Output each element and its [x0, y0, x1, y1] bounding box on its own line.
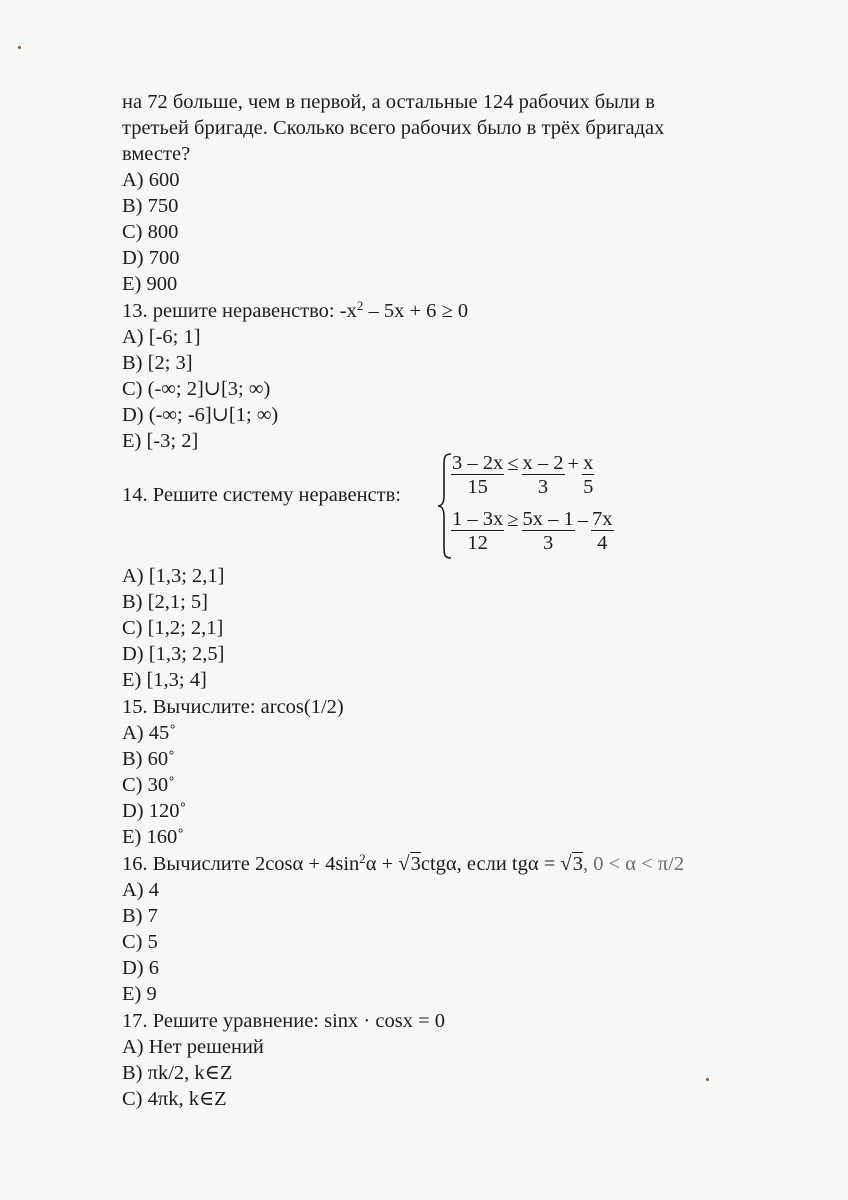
fraction-numerator: 7x: [592, 508, 613, 530]
question-13-title: [122, 298, 468, 324]
system-row-1: [451, 452, 594, 499]
system-row-2: [451, 508, 614, 555]
sqrt-symbol: √: [398, 853, 410, 875]
fraction-numerator: 1 – 3x: [452, 508, 504, 530]
question-13-option-a: A) [-6; 1]: [122, 326, 201, 348]
question-16-option-a: A) 4: [122, 879, 160, 901]
question-16-title: [122, 851, 684, 877]
question-14-title: 14. Решите систему неравенств:: [122, 484, 401, 506]
scan-speck: [18, 46, 21, 49]
operator: –: [577, 508, 589, 531]
question-16-part-2: α +: [365, 853, 399, 875]
question-13-option-c: C) (-∞; 2]∪[3; ∞): [122, 378, 271, 400]
fraction: [451, 452, 504, 499]
question-16-part-3: ctgα, если tgα =: [420, 853, 561, 875]
question-17-option-b: B) πk/2, k∈Z: [122, 1062, 233, 1084]
question-17-option-c: C) 4πk, k∈Z: [122, 1088, 227, 1110]
question-14-option-d: D) [1,3; 2,5]: [122, 643, 225, 665]
fraction-denominator: 12: [467, 532, 488, 554]
question-15-option-d: D) 120˚: [122, 800, 187, 822]
question-13-option-e: E) [-3; 2]: [122, 430, 199, 452]
question-16-option-d: D) 6: [122, 957, 160, 979]
question-14-option-a: A) [1,3; 2,1]: [122, 565, 225, 587]
question-12-option-e: E) 900: [122, 273, 178, 295]
question-12-option-a: A) 600: [122, 169, 180, 191]
question-15-option-c: C) 30˚: [122, 774, 175, 796]
question-14-option-b: B) [2,1; 5]: [122, 591, 208, 613]
question-15-option-b: B) 60˚: [122, 748, 175, 770]
fraction-numerator: x – 2: [522, 452, 564, 474]
fraction-denominator: 3: [537, 476, 549, 498]
question-14-option-e: E) [1,3; 4]: [122, 669, 207, 691]
sqrt-symbol: √: [560, 853, 572, 875]
fraction: [582, 452, 594, 499]
fraction: [451, 508, 504, 555]
question-12-text-line-1: на 72 больше, чем в первой, а остальные 124 рабочих были в: [122, 91, 655, 113]
question-15-option-e: E) 160˚: [122, 826, 185, 848]
question-12-text-line-3: вместе?: [122, 143, 191, 165]
fraction-denominator: 3: [543, 532, 554, 554]
fraction-numerator: x: [583, 452, 594, 474]
operator: ≥: [507, 508, 519, 531]
question-12-option-c: C) 800: [122, 221, 179, 243]
question-14-option-c: C) [1,2; 2,1]: [122, 617, 224, 639]
question-12-option-d: D) 700: [122, 247, 180, 269]
question-13-option-d: D) (-∞; -6]∪[1; ∞): [122, 404, 279, 426]
fraction-denominator: 4: [597, 532, 608, 554]
question-15-title: 15. Вычислите: arcos(1/2): [122, 696, 344, 718]
question-13-suffix: – 5x + 6 ≥ 0: [363, 300, 469, 322]
question-16-part-4: , 0 < α < π/2: [582, 853, 685, 875]
scan-speck: [706, 1078, 709, 1081]
fraction-denominator: 5: [583, 476, 594, 498]
fraction: [522, 508, 575, 555]
question-17-title: 17. Решите уравнение: sinx · cosx = 0: [122, 1010, 446, 1032]
operator: +: [567, 452, 580, 475]
operator: ≤: [507, 452, 519, 475]
question-16-part-1: 16. Вычислите 2cosα + 4sin: [122, 853, 360, 875]
fraction-numerator: 5x – 1: [522, 508, 574, 530]
sqrt-radicand: 3: [572, 853, 583, 875]
sqrt-expression: [398, 851, 421, 877]
sqrt-expression: [560, 851, 583, 877]
fraction-denominator: 15: [467, 476, 488, 498]
question-15-option-a: A) 45˚: [122, 722, 177, 744]
question-16-option-e: E) 9: [122, 983, 157, 1005]
fraction: [591, 508, 614, 555]
question-13-prefix: 13. решите неравенство: -x: [122, 300, 357, 322]
question-16-option-c: C) 5: [122, 931, 158, 953]
question-13-option-b: B) [2; 3]: [122, 352, 193, 374]
sqrt-radicand: 3: [410, 853, 421, 875]
fraction: [522, 452, 565, 499]
fraction-numerator: 3 – 2x: [452, 452, 504, 474]
question-16-exponent: 2: [359, 851, 366, 866]
question-12-option-b: B) 750: [122, 195, 179, 217]
question-16-option-b: B) 7: [122, 905, 158, 927]
question-17-option-a: A) Нет решений: [122, 1036, 264, 1058]
question-13-exponent: 2: [356, 298, 364, 313]
question-12-text-line-2: третьей бригаде. Сколько всего рабочих было в трёх бригадах: [122, 117, 665, 139]
